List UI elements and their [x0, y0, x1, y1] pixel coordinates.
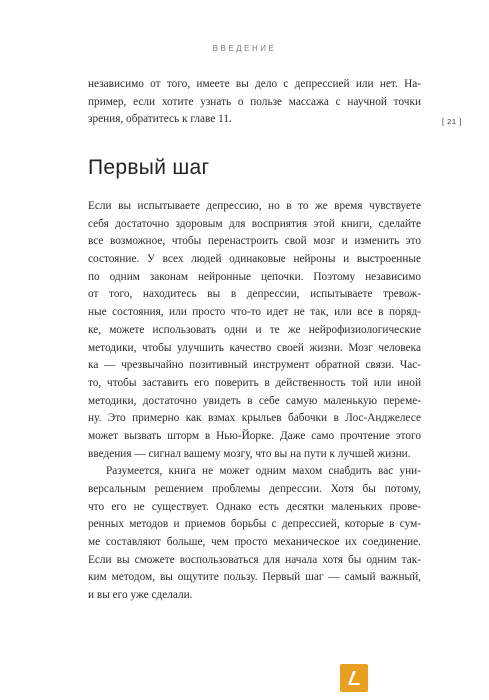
text-line: все возможное, чтобы перенастроить свой мозг и изменить это [88, 235, 421, 248]
text-line: ким методом, вы ощутите пользу. Первый шаг — самый важный, [88, 571, 421, 584]
text-line: и вы его уже сделали. [88, 589, 193, 602]
text-line: по одним законам нейронные цепочки. Поэтому независимо [88, 270, 421, 283]
text-line: независимо от того, имеете вы дело с депрессией или нет. На- [88, 78, 421, 90]
running-header: ВВЕДЕНИЕ [212, 44, 277, 53]
body-text [88, 198, 421, 605]
page-number: [ 21 ] [442, 117, 462, 126]
text-line: методики, достаточно увидеть в себе самую маленькую переме- [88, 394, 421, 407]
text-line: методики, чтобы улучшить качество своей жизни. Мозг человека [88, 341, 421, 354]
text-line: может вызвать шторм в Нью-Йорке. Даже само прочтение этого [88, 429, 421, 442]
text-line: ме составляют больше, чем просто механическое их соединение. [88, 536, 421, 549]
text-line: Если вы сможете воспользоваться для начала хотя бы одним так- [88, 553, 421, 566]
text-line: версальным решением проблемы депрессии. Хотя бы потому, [88, 483, 421, 495]
text-line: ные состояния, или просто что-то идет не так, или все в поряд- [88, 306, 421, 319]
text-line: Если вы испытываете депрессию, но в то же время чувствуете [88, 200, 421, 212]
text-line: от того, находитесь вы в депрессии, испытываете тревож- [88, 288, 421, 301]
top-paragraph [88, 76, 421, 129]
text-line: состояние. У всех людей одинаковые нейроны и выстроенные [88, 253, 421, 266]
text-line: Разумеется, книга не может одним махом снабдить вас уни- [106, 465, 421, 478]
text-line: ренных методов и приемов борьбы с депрессией, которые в сум- [88, 518, 421, 531]
publisher-logo-icon [340, 664, 368, 692]
text-line: то, чтобы заставить его поверить в действенность той или иной [88, 376, 421, 389]
text-line: что его не существует. Однако есть десятки маленьких прове- [88, 500, 421, 513]
publisher-logo-glyph [340, 664, 368, 692]
text-line: зрения, обратитесь к главе 11. [88, 113, 232, 126]
section-heading: Первый шаг [88, 156, 210, 179]
text-line: себя достаточно здоровым для восприятия этой книги, сделайте [88, 217, 421, 230]
text-line: ну. Это примерно как взмах крыльев бабочки в Лос-Анджелесе [88, 412, 421, 425]
text-line: введения — сигнал вашему мозгу, что вы на пути к лучшей жизни. [88, 447, 411, 460]
text-line: ке, можете использовать одни и те же нейрофизиологические [88, 323, 421, 336]
text-line: ка — чрезвычайно позитивный инструмент обратной связи. Час- [88, 359, 421, 372]
text-line: пример, если хотите узнать о пользе массажа с научной точки [88, 95, 421, 108]
